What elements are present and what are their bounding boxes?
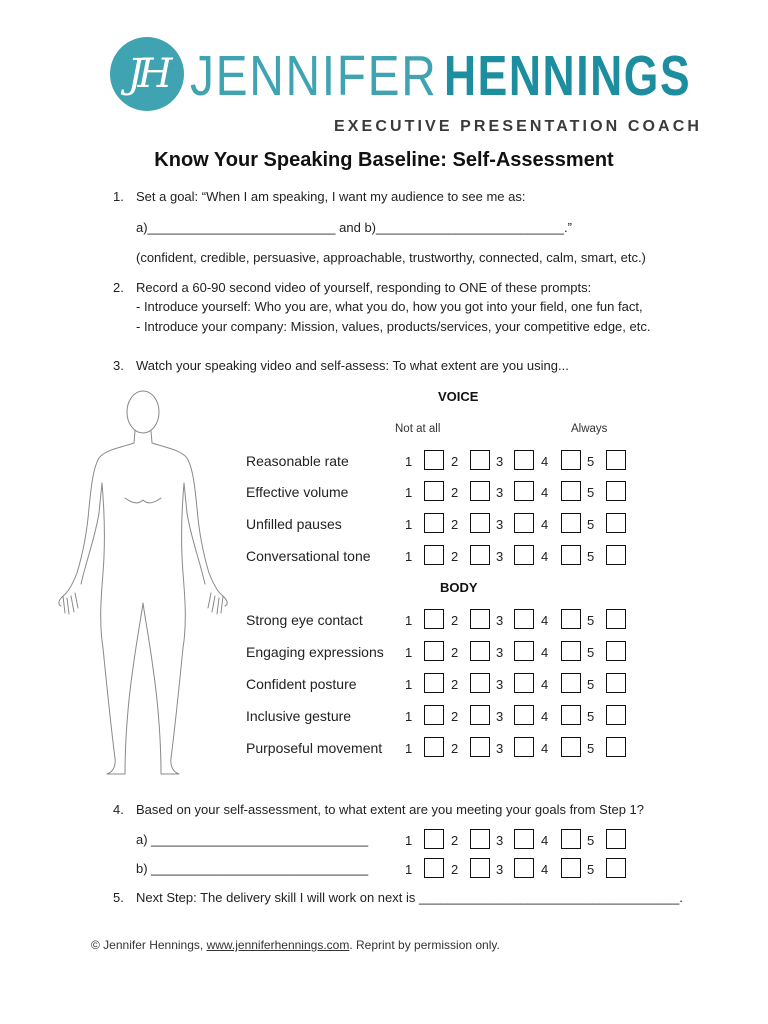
body-row-confident-posture-checkbox-5[interactable] <box>606 673 626 693</box>
voice-row-unfilled-pauses-scale-number-3: 3 <box>496 517 504 532</box>
brand-monogram: JH <box>127 51 167 97</box>
step-5-text[interactable]: Next Step: The delivery skill I will work on next is ____________________________________. <box>136 890 683 905</box>
voice-row-conversational-tone-scale-number-1: 1 <box>405 549 413 564</box>
goal-a-row-scale-number-5: 5 <box>587 833 595 848</box>
body-row-confident-posture-checkbox-4[interactable] <box>561 673 581 693</box>
voice-row-unfilled-pauses-checkbox-2[interactable] <box>470 513 490 533</box>
brand-first-name: JENNIFER <box>190 44 438 108</box>
voice-row-unfilled-pauses-scale-number-4: 4 <box>541 517 549 532</box>
body-row-confident-posture-scale-number-5: 5 <box>587 677 595 692</box>
body-row-inclusive-gesture-scale-number-4: 4 <box>541 709 549 724</box>
step-1-goal-blanks[interactable]: a)__________________________ and b)__________________________.” <box>136 220 572 235</box>
voice-row-conversational-tone-checkbox-1[interactable] <box>424 545 444 565</box>
goal-a-row-checkbox-3[interactable] <box>514 829 534 849</box>
voice-row-unfilled-pauses-scale-number-2: 2 <box>451 517 459 532</box>
voice-row-unfilled-pauses-checkbox-3[interactable] <box>514 513 534 533</box>
body-row-inclusive-gesture-checkbox-4[interactable] <box>561 705 581 725</box>
step-3-text: Watch your speaking video and self-assess: To what extent are you using... <box>136 358 569 373</box>
body-row-inclusive-gesture-checkbox-3[interactable] <box>514 705 534 725</box>
goal-b-row-scale-number-4: 4 <box>541 862 549 877</box>
goal-b-row-scale-number-3: 3 <box>496 862 504 877</box>
body-row-strong-eye-contact-checkbox-1[interactable] <box>424 609 444 629</box>
voice-row-conversational-tone-checkbox-3[interactable] <box>514 545 534 565</box>
voice-row-reasonable-rate-scale-number-5: 5 <box>587 454 595 469</box>
body-row-engaging-expressions-checkbox-2[interactable] <box>470 641 490 661</box>
goal-b-row-scale-number-1: 1 <box>405 862 413 877</box>
footer-copyright <box>91 938 500 952</box>
body-row-strong-eye-contact-checkbox-4[interactable] <box>561 609 581 629</box>
voice-row-conversational-tone-scale-number-5: 5 <box>587 549 595 564</box>
footer-website-link[interactable]: www.jenniferhennings.com <box>206 938 350 952</box>
body-row-inclusive-gesture-checkbox-2[interactable] <box>470 705 490 725</box>
goal-a-row-scale-number-2: 2 <box>451 833 459 848</box>
body-row-purposeful-movement-checkbox-4[interactable] <box>561 737 581 757</box>
voice-row-conversational-tone-checkbox-2[interactable] <box>470 545 490 565</box>
body-row-confident-posture-scale-number-1: 1 <box>405 677 413 692</box>
body-row-strong-eye-contact-scale-number-3: 3 <box>496 613 504 628</box>
body-row-engaging-expressions-checkbox-4[interactable] <box>561 641 581 661</box>
goal-a-row-checkbox-2[interactable] <box>470 829 490 849</box>
goal-b-row-scale-number-5: 5 <box>587 862 595 877</box>
body-row-strong-eye-contact-checkbox-3[interactable] <box>514 609 534 629</box>
voice-row-conversational-tone-scale-number-2: 2 <box>451 549 459 564</box>
voice-row-reasonable-rate-scale-number-2: 2 <box>451 454 459 469</box>
goal-b-row-checkbox-1[interactable] <box>424 858 444 878</box>
voice-row-unfilled-pauses-scale-number-5: 5 <box>587 517 595 532</box>
voice-row-effective-volume-checkbox-3[interactable] <box>514 481 534 501</box>
step-1-examples: (confident, credible, persuasive, approachable, trustworthy, connected, calm, smart, etc.) <box>136 250 646 265</box>
body-row-purposeful-movement-scale-number-2: 2 <box>451 741 459 756</box>
goal-b-row-checkbox-5[interactable] <box>606 858 626 878</box>
voice-row-effective-volume-scale-number-5: 5 <box>587 485 595 500</box>
goal-a-row-scale-number-3: 3 <box>496 833 504 848</box>
voice-row-effective-volume-scale-number-2: 2 <box>451 485 459 500</box>
voice-row-reasonable-rate-scale-number-3: 3 <box>496 454 504 469</box>
step-4-goal-a[interactable]: a) ______________________________ <box>136 832 369 847</box>
body-row-engaging-expressions-label: Engaging expressions <box>246 644 384 660</box>
goal-b-row-checkbox-3[interactable] <box>514 858 534 878</box>
voice-row-reasonable-rate-label: Reasonable rate <box>246 453 349 469</box>
body-row-strong-eye-contact-scale-number-5: 5 <box>587 613 595 628</box>
voice-row-effective-volume-checkbox-5[interactable] <box>606 481 626 501</box>
body-row-engaging-expressions-scale-number-3: 3 <box>496 645 504 660</box>
voice-row-reasonable-rate-checkbox-3[interactable] <box>514 450 534 470</box>
step-2-line-2: - Introduce yourself: Who you are, what you do, how you got into your field, one fun fact, <box>136 299 643 314</box>
body-row-purposeful-movement-label: Purposeful movement <box>246 740 383 756</box>
brand-last-name: HENNINGS <box>444 44 692 108</box>
voice-row-reasonable-rate-checkbox-5[interactable] <box>606 450 626 470</box>
voice-row-reasonable-rate-checkbox-2[interactable] <box>470 450 490 470</box>
body-outline-illustration <box>55 388 240 783</box>
voice-row-conversational-tone-scale-number-3: 3 <box>496 549 504 564</box>
step-4-number: 4. <box>113 802 124 817</box>
step-2-line-3: - Introduce your company: Mission, values, products/services, your competitive edge, etc. <box>136 319 651 334</box>
body-row-purposeful-movement-scale-number-1: 1 <box>405 741 413 756</box>
body-row-purposeful-movement-scale-number-5: 5 <box>587 741 595 756</box>
body-row-inclusive-gesture-checkbox-1[interactable] <box>424 705 444 725</box>
footer-suffix: . Reprint by permission only. <box>349 938 500 952</box>
step-4-goal-b[interactable]: b) ______________________________ <box>136 861 369 876</box>
voice-row-unfilled-pauses-checkbox-4[interactable] <box>561 513 581 533</box>
step-1-text: Set a goal: “When I am speaking, I want my audience to see me as: <box>136 189 526 204</box>
body-row-purposeful-movement-checkbox-3[interactable] <box>514 737 534 757</box>
voice-row-effective-volume-scale-number-4: 4 <box>541 485 549 500</box>
body-row-confident-posture-checkbox-1[interactable] <box>424 673 444 693</box>
voice-row-unfilled-pauses-scale-number-1: 1 <box>405 517 413 532</box>
goal-a-row-checkbox-4[interactable] <box>561 829 581 849</box>
voice-row-effective-volume-checkbox-4[interactable] <box>561 481 581 501</box>
goal-a-row-scale-number-1: 1 <box>405 833 413 848</box>
voice-row-reasonable-rate-scale-number-4: 4 <box>541 454 549 469</box>
body-row-purposeful-movement-scale-number-3: 3 <box>496 741 504 756</box>
voice-row-unfilled-pauses-checkbox-5[interactable] <box>606 513 626 533</box>
voice-row-effective-volume-label: Effective volume <box>246 484 349 500</box>
body-row-strong-eye-contact-scale-number-2: 2 <box>451 613 459 628</box>
body-row-purposeful-movement-checkbox-1[interactable] <box>424 737 444 757</box>
voice-row-reasonable-rate-checkbox-4[interactable] <box>561 450 581 470</box>
body-row-inclusive-gesture-checkbox-5[interactable] <box>606 705 626 725</box>
goal-a-row-checkbox-5[interactable] <box>606 829 626 849</box>
body-row-confident-posture-checkbox-2[interactable] <box>470 673 490 693</box>
body-row-inclusive-gesture-scale-number-1: 1 <box>405 709 413 724</box>
body-row-purposeful-movement-scale-number-4: 4 <box>541 741 549 756</box>
voice-row-conversational-tone-label: Conversational tone <box>246 548 371 564</box>
body-row-engaging-expressions-checkbox-3[interactable] <box>514 641 534 661</box>
body-row-engaging-expressions-scale-number-5: 5 <box>587 645 595 660</box>
body-row-purposeful-movement-checkbox-5[interactable] <box>606 737 626 757</box>
body-row-engaging-expressions-scale-number-1: 1 <box>405 645 413 660</box>
goal-b-row-checkbox-4[interactable] <box>561 858 581 878</box>
scale-low-label: Not at all <box>395 423 441 435</box>
body-row-strong-eye-contact-label: Strong eye contact <box>246 612 363 628</box>
voice-row-conversational-tone-scale-number-4: 4 <box>541 549 549 564</box>
body-row-engaging-expressions-checkbox-5[interactable] <box>606 641 626 661</box>
goal-a-row-checkbox-1[interactable] <box>424 829 444 849</box>
brand-subtitle: EXECUTIVE PRESENTATION COACH <box>334 118 703 135</box>
voice-row-conversational-tone-checkbox-5[interactable] <box>606 545 626 565</box>
voice-row-reasonable-rate-scale-number-1: 1 <box>405 454 413 469</box>
scale-high-label: Always <box>571 423 608 435</box>
voice-row-effective-volume-checkbox-2[interactable] <box>470 481 490 501</box>
body-row-inclusive-gesture-scale-number-3: 3 <box>496 709 504 724</box>
body-row-engaging-expressions-checkbox-1[interactable] <box>424 641 444 661</box>
body-row-confident-posture-checkbox-3[interactable] <box>514 673 534 693</box>
step-5-number: 5. <box>113 890 124 905</box>
step-2-number: 2. <box>113 280 124 295</box>
step-4-text: Based on your self-assessment, to what extent are you meeting your goals from Step 1? <box>136 802 644 817</box>
voice-row-reasonable-rate-checkbox-1[interactable] <box>424 450 444 470</box>
body-row-engaging-expressions-scale-number-4: 4 <box>541 645 549 660</box>
step-2-line-1: Record a 60-90 second video of yourself, responding to ONE of these prompts: <box>136 280 592 295</box>
goal-b-row-checkbox-2[interactable] <box>470 858 490 878</box>
page-title: Know Your Speaking Baseline: Self-Assessment <box>154 149 614 171</box>
body-row-strong-eye-contact-checkbox-2[interactable] <box>470 609 490 629</box>
goal-b-row-scale-number-2: 2 <box>451 862 459 877</box>
body-row-inclusive-gesture-label: Inclusive gesture <box>246 708 352 724</box>
voice-row-conversational-tone-checkbox-4[interactable] <box>561 545 581 565</box>
step-3-number: 3. <box>113 358 124 373</box>
voice-row-effective-volume-scale-number-1: 1 <box>405 485 413 500</box>
body-row-inclusive-gesture-scale-number-2: 2 <box>451 709 459 724</box>
body-row-engaging-expressions-scale-number-2: 2 <box>451 645 459 660</box>
body-row-purposeful-movement-checkbox-2[interactable] <box>470 737 490 757</box>
footer-prefix: © Jennifer Hennings, <box>91 938 207 952</box>
body-row-inclusive-gesture-scale-number-5: 5 <box>587 709 595 724</box>
body-row-confident-posture-scale-number-4: 4 <box>541 677 549 692</box>
voice-row-effective-volume-checkbox-1[interactable] <box>424 481 444 501</box>
voice-heading: VOICE <box>438 389 479 404</box>
body-row-strong-eye-contact-checkbox-5[interactable] <box>606 609 626 629</box>
body-row-confident-posture-label: Confident posture <box>246 676 357 692</box>
goal-a-row-scale-number-4: 4 <box>541 833 549 848</box>
brand-logo <box>110 37 184 111</box>
body-heading: BODY <box>440 580 478 595</box>
body-row-strong-eye-contact-scale-number-4: 4 <box>541 613 549 628</box>
body-row-confident-posture-scale-number-2: 2 <box>451 677 459 692</box>
step-1-number: 1. <box>113 189 124 204</box>
body-row-confident-posture-scale-number-3: 3 <box>496 677 504 692</box>
voice-row-unfilled-pauses-label: Unfilled pauses <box>246 516 342 532</box>
voice-row-unfilled-pauses-checkbox-1[interactable] <box>424 513 444 533</box>
voice-row-effective-volume-scale-number-3: 3 <box>496 485 504 500</box>
body-row-strong-eye-contact-scale-number-1: 1 <box>405 613 413 628</box>
